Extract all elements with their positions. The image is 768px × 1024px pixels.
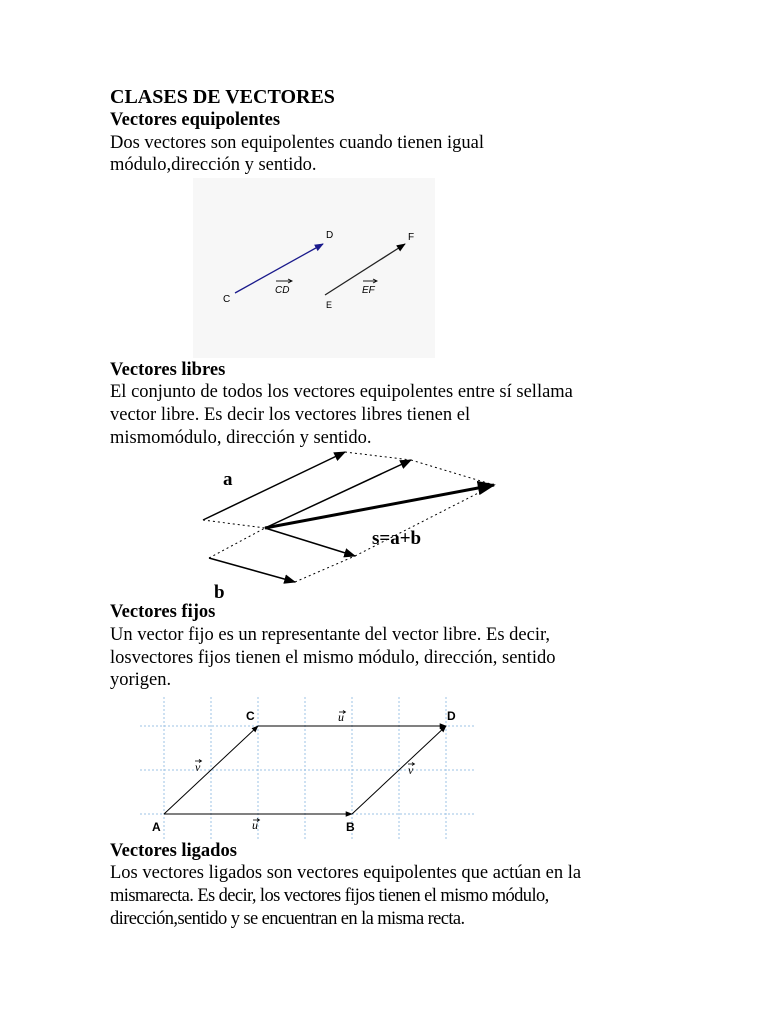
label-vector-v-left: v xyxy=(195,760,201,774)
equipolent-vectors-figure xyxy=(193,178,435,358)
label-point-d: D xyxy=(326,230,334,241)
vector-v-ac-arrow xyxy=(164,726,258,814)
label-vector-cd: CD xyxy=(275,285,290,296)
paragraph-line: módulo,dirección y sentido. xyxy=(110,155,317,175)
vector-v-bd-arrow xyxy=(352,726,446,814)
label-vector-u-top: u xyxy=(338,710,344,724)
vector-sum-arrow xyxy=(265,485,494,528)
paragraph-line: El conjunto de todos los vectores equipolentes entre sí sellama xyxy=(110,382,573,402)
paragraph-line: Un vector fijo es un representante del vector libre. Es decir, xyxy=(110,625,550,645)
heading-equipolentes: Vectores equipolentes xyxy=(110,110,281,130)
label-point-f: F xyxy=(408,232,415,243)
label-point-e: E xyxy=(326,300,333,310)
label-point-b: B xyxy=(346,820,355,834)
label-sum: s=a+b xyxy=(372,528,422,549)
parallelogram-dashes xyxy=(203,452,494,582)
label-vector-b: b xyxy=(214,582,225,602)
paragraph-line: losvectores fijos tienen el mismo módulo, dirección, sentido xyxy=(110,648,556,668)
free-vectors-figure xyxy=(195,446,500,602)
label-point-c: C xyxy=(246,709,255,723)
paragraph-line: Dos vectores son equipolentes cuando tienen igual xyxy=(110,133,485,153)
label-point-c: C xyxy=(223,294,231,305)
vector-b-arrow xyxy=(209,558,295,582)
label-point-d: D xyxy=(447,709,456,723)
vector-b-copy-arrow xyxy=(265,528,355,556)
document-title: CLASES DE VECTORES xyxy=(110,86,335,108)
label-vector-u-bottom: u xyxy=(252,818,258,832)
paragraph-line: mismarecta. Es decir, los vectores fijos tienen el mismo módulo, xyxy=(110,886,549,906)
paragraph-line: mismomódulo, dirección y sentido. xyxy=(110,428,372,448)
label-vector-v-right: v xyxy=(408,763,414,777)
label-vector-ef: EF xyxy=(362,285,375,296)
paragraph-line: yorigen. xyxy=(110,670,172,690)
label-vector-a: a xyxy=(223,469,233,490)
paragraph-line: vector libre. Es decir los vectores libres tienen el xyxy=(110,405,471,425)
paragraph-line: dirección,sentido y se encuentran en la misma recta. xyxy=(110,909,465,929)
heading-libres: Vectores libres xyxy=(110,360,226,380)
fixed-vectors-figure xyxy=(140,697,475,839)
paragraph-line: Los vectores ligados son vectores equipolentes que actúan en la xyxy=(110,863,582,883)
label-point-a: A xyxy=(152,820,161,834)
heading-ligados: Vectores ligados xyxy=(110,841,237,861)
vector-a-copy-arrow xyxy=(265,460,411,528)
grid-lines xyxy=(140,697,475,839)
heading-fijos: Vectores fijos xyxy=(110,602,216,622)
